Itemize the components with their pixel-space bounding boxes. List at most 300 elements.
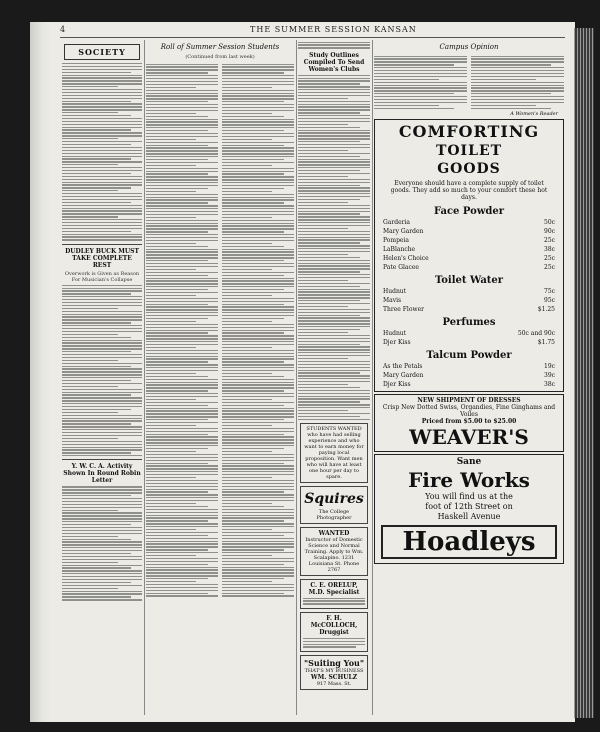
text-line <box>62 377 142 378</box>
text-line <box>298 346 370 347</box>
text-line <box>62 366 131 367</box>
text-line <box>62 406 142 407</box>
text-line <box>62 322 131 323</box>
text-line <box>62 213 142 214</box>
text-line <box>222 520 284 521</box>
text-line <box>298 277 370 278</box>
text-line <box>298 138 370 139</box>
text-line <box>298 153 370 154</box>
text-line <box>146 477 196 478</box>
text-line <box>146 298 218 299</box>
text-line <box>146 465 218 466</box>
text-line <box>62 89 142 90</box>
text-line <box>222 179 294 180</box>
text-line <box>146 448 208 449</box>
text-line <box>374 93 454 94</box>
text-line <box>222 593 284 594</box>
text-line <box>222 413 294 414</box>
text-line <box>298 95 370 96</box>
text-line <box>222 217 272 218</box>
text-line <box>62 150 142 151</box>
text-line <box>298 367 370 368</box>
text-line <box>471 76 564 77</box>
text-line <box>146 549 208 550</box>
text-line <box>222 72 284 73</box>
text-line <box>222 373 272 374</box>
text-line <box>62 184 142 185</box>
text-line <box>222 162 294 163</box>
text-line <box>471 70 564 71</box>
text-line <box>471 58 564 59</box>
text-line <box>62 72 131 73</box>
text-line <box>298 124 348 125</box>
text-line <box>146 555 196 556</box>
product-name: As the Petals <box>383 362 423 370</box>
text-line <box>62 187 131 188</box>
text-line <box>471 102 564 103</box>
text-line <box>298 254 348 255</box>
text-line <box>62 216 118 217</box>
text-line <box>146 436 218 437</box>
text-line <box>146 503 196 504</box>
text-line <box>146 173 208 174</box>
fireworks-title: Fire Works <box>408 467 530 492</box>
text-line <box>222 292 294 293</box>
text-line <box>62 570 142 571</box>
text-line <box>298 173 370 174</box>
text-line <box>146 569 218 570</box>
text-line <box>146 280 218 281</box>
text-line <box>62 533 142 534</box>
text-line <box>62 504 142 505</box>
text-line <box>146 176 218 177</box>
text-line <box>146 543 218 544</box>
price-row <box>377 380 561 389</box>
text-line <box>62 161 142 162</box>
text-line <box>146 309 218 310</box>
text-line <box>62 354 142 355</box>
talcum-list <box>377 362 561 389</box>
text-line <box>298 341 370 342</box>
roll-list-left <box>146 62 218 598</box>
text-line <box>62 325 142 326</box>
text-line <box>62 521 142 522</box>
text-line <box>146 370 218 371</box>
text-line <box>222 127 294 128</box>
text-line <box>222 543 294 544</box>
text-line <box>62 415 142 416</box>
text-line <box>146 263 218 264</box>
text-line <box>222 555 272 556</box>
text-line <box>298 185 360 186</box>
text-line <box>62 132 142 133</box>
text-line <box>62 193 142 194</box>
text-line <box>298 257 360 258</box>
text-line <box>222 107 294 108</box>
text-line <box>62 340 142 341</box>
text-line <box>222 266 294 267</box>
sane-label: Sane <box>456 456 482 467</box>
text-line <box>146 260 208 261</box>
text-line <box>298 335 370 336</box>
text-line <box>222 156 294 157</box>
text-line <box>222 581 272 582</box>
text-line <box>222 384 294 385</box>
text-line <box>222 275 284 276</box>
hoadleys-logo: Hoadleys <box>381 525 557 559</box>
text-line <box>222 370 294 371</box>
text-line <box>303 638 365 639</box>
text-line <box>146 529 196 530</box>
text-line <box>62 77 142 78</box>
text-line <box>62 219 142 220</box>
text-line <box>298 150 348 151</box>
text-line <box>146 344 218 345</box>
roll-continued-text <box>298 42 370 49</box>
text-line <box>374 87 467 88</box>
text-line <box>471 85 564 86</box>
text-line <box>62 153 142 154</box>
text-line <box>62 103 142 104</box>
text-line <box>146 584 218 585</box>
text-line <box>146 341 218 342</box>
text-line <box>222 191 272 192</box>
text-line <box>146 463 208 464</box>
text-line <box>62 360 118 361</box>
price-row <box>377 362 561 371</box>
text-line <box>62 363 142 364</box>
text-line <box>222 225 294 226</box>
text-line <box>374 67 467 68</box>
goods-title: GOODS <box>437 160 501 177</box>
text-line <box>146 506 208 507</box>
text-line <box>298 338 370 339</box>
text-line <box>222 168 294 169</box>
text-line <box>298 121 370 122</box>
text-line <box>222 474 294 475</box>
opinion-text-right <box>471 54 564 111</box>
text-line <box>222 434 284 435</box>
text-line <box>222 199 294 200</box>
dresses-heading: NEW SHIPMENT OF DRESSES <box>417 396 521 404</box>
text-line <box>222 309 294 310</box>
text-line <box>374 76 467 77</box>
text-line <box>298 300 360 301</box>
text-line <box>222 98 294 99</box>
toilet-goods-ad <box>374 119 564 392</box>
text-line <box>146 515 218 516</box>
text-line <box>62 418 142 419</box>
text-line <box>222 341 294 342</box>
text-line <box>62 234 142 235</box>
text-line <box>222 272 294 273</box>
text-line <box>146 246 208 247</box>
text-line <box>298 219 370 220</box>
product-price: 25c <box>544 263 555 271</box>
text-line <box>146 142 218 143</box>
text-line <box>146 251 218 252</box>
roll-lists <box>146 62 294 598</box>
text-line <box>146 541 218 542</box>
text-line <box>298 112 360 113</box>
text-line <box>222 410 294 411</box>
text-line <box>62 179 142 180</box>
text-line <box>222 246 284 247</box>
text-line <box>298 283 370 284</box>
text-line <box>146 231 208 232</box>
text-line <box>222 124 294 125</box>
text-line <box>222 564 284 565</box>
text-line <box>222 431 294 432</box>
text-line <box>146 390 208 391</box>
text-line <box>146 127 218 128</box>
text-line <box>222 344 294 345</box>
students-wanted-ad <box>300 423 368 483</box>
text-line <box>298 161 370 162</box>
text-line <box>471 64 551 65</box>
text-line <box>222 463 284 464</box>
text-line <box>298 378 370 379</box>
text-line <box>62 205 142 206</box>
text-line <box>146 523 218 524</box>
text-line <box>146 217 196 218</box>
text-line <box>222 257 294 258</box>
text-line <box>222 220 294 221</box>
text-line <box>146 402 218 403</box>
text-line <box>146 422 218 423</box>
text-line <box>303 644 365 645</box>
text-line <box>222 101 284 102</box>
text-line <box>62 147 142 148</box>
text-line <box>62 109 142 110</box>
dudley-buck-headline: DUDLEY BUCK MUST TAKE COMPLETE REST <box>65 247 139 269</box>
text-line <box>62 127 142 128</box>
text-line <box>222 306 294 307</box>
text-line <box>146 292 218 293</box>
text-line <box>62 389 142 390</box>
text-line <box>146 225 218 226</box>
text-line <box>222 295 272 296</box>
face-powder-list <box>377 218 561 272</box>
text-line <box>222 335 294 336</box>
text-line <box>374 90 467 91</box>
text-line <box>298 199 360 200</box>
text-line <box>62 426 142 427</box>
text-line <box>62 498 142 499</box>
product-price: 95c <box>544 296 555 304</box>
text-line <box>298 216 370 217</box>
text-line <box>146 145 208 146</box>
text-line <box>146 171 218 172</box>
text-line <box>62 392 142 393</box>
text-line <box>298 176 348 177</box>
text-line <box>222 572 294 573</box>
text-line <box>222 95 294 96</box>
text-line <box>222 69 294 70</box>
product-price: 90c <box>544 227 555 235</box>
text-line <box>62 394 131 395</box>
text-line <box>146 72 208 73</box>
text-line <box>222 194 294 195</box>
society-text <box>62 63 142 241</box>
text-line <box>298 407 370 408</box>
text-line <box>298 80 370 81</box>
text-line <box>62 302 142 303</box>
text-line <box>146 474 218 475</box>
text-line <box>298 317 370 318</box>
text-line <box>222 422 294 423</box>
text-line <box>222 318 284 319</box>
text-line <box>146 87 196 88</box>
text-line <box>298 263 370 264</box>
text-line <box>298 352 370 353</box>
text-line <box>62 101 131 102</box>
text-line <box>62 331 142 332</box>
product-price: $1.25 <box>537 305 555 313</box>
text-line <box>62 593 142 594</box>
text-line <box>222 483 294 484</box>
text-line <box>62 348 142 349</box>
product-name: Helen's Choice <box>383 254 429 262</box>
toilet-water-list <box>377 287 561 314</box>
text-line <box>146 358 218 359</box>
text-line <box>222 515 294 516</box>
text-line <box>146 454 218 455</box>
text-line <box>222 512 294 513</box>
text-line <box>146 361 208 362</box>
text-line <box>222 356 294 357</box>
text-line <box>146 376 208 377</box>
students-wanted-text: STUDENTS WANTED who have had selling experience and who want to earn money for paying local proposition. Want men who will have at least one hour per day to spare. <box>304 425 364 480</box>
text-line <box>222 121 294 122</box>
text-line <box>222 147 294 148</box>
text-line <box>62 228 142 229</box>
text-line <box>298 404 370 405</box>
text-line <box>222 321 272 322</box>
mcculloch-text <box>303 638 365 648</box>
text-line <box>146 367 218 368</box>
text-line <box>62 311 142 312</box>
text-line <box>222 304 284 305</box>
text-line <box>222 595 294 596</box>
text-line <box>62 319 142 320</box>
text-line <box>62 115 131 116</box>
text-line <box>222 208 294 209</box>
text-line <box>62 420 142 421</box>
text-line <box>62 121 142 122</box>
product-name: Garderia <box>383 218 410 226</box>
column-rule <box>296 40 297 715</box>
text-line <box>146 471 218 472</box>
text-line <box>298 144 370 145</box>
suiting-you-sub: THAT'S MY BUSINESS <box>304 668 364 675</box>
text-line <box>146 116 208 117</box>
text-line <box>62 567 131 568</box>
text-line <box>374 56 467 57</box>
page-number: 4 <box>60 25 66 34</box>
text-line <box>298 182 370 183</box>
text-line <box>222 379 294 380</box>
text-line <box>146 335 218 336</box>
text-line <box>222 442 294 443</box>
text-line <box>146 220 218 221</box>
text-line <box>146 567 218 568</box>
text-line <box>222 283 294 284</box>
column-roll <box>146 40 294 715</box>
text-line <box>374 58 467 59</box>
text-line <box>222 584 294 585</box>
text-line <box>146 133 218 134</box>
text-line <box>146 572 218 573</box>
text-line <box>222 324 294 325</box>
text-line <box>298 329 360 330</box>
dresses-text: Crisp New Dotted Swiss, Organdies, Fine Ginghams and Voiles <box>382 403 556 418</box>
text-line <box>222 549 284 550</box>
text-line <box>222 93 294 94</box>
text-line <box>62 449 142 450</box>
product-name: Mary Garden <box>383 371 424 379</box>
text-line <box>146 489 218 490</box>
text-line <box>146 373 196 374</box>
text-line <box>471 90 564 91</box>
text-line <box>146 237 218 238</box>
text-line <box>62 429 142 430</box>
text-line <box>298 164 370 165</box>
text-line <box>146 491 208 492</box>
text-line <box>222 552 294 553</box>
campus-opinion-text <box>374 54 564 111</box>
text-line <box>222 451 272 452</box>
column-society <box>62 40 142 715</box>
text-line <box>222 113 272 114</box>
text-line <box>222 188 284 189</box>
text-line <box>62 556 142 557</box>
text-line <box>146 382 218 383</box>
text-line <box>146 188 208 189</box>
text-line <box>146 228 218 229</box>
text-line <box>222 587 294 588</box>
text-line <box>62 156 142 157</box>
text-line <box>298 401 360 402</box>
text-line <box>62 285 142 286</box>
text-line <box>298 248 370 249</box>
text-line <box>298 106 370 107</box>
text-line <box>146 101 208 102</box>
text-line <box>62 173 131 174</box>
text-line <box>62 337 131 338</box>
text-line <box>222 75 294 76</box>
text-line <box>146 460 218 461</box>
text-line <box>222 289 284 290</box>
text-line <box>146 593 208 594</box>
text-line <box>146 587 218 588</box>
text-line <box>471 61 564 62</box>
text-line <box>222 480 294 481</box>
text-line <box>222 84 294 85</box>
text-line <box>146 500 218 501</box>
text-line <box>222 78 294 79</box>
text-line <box>374 61 467 62</box>
text-line <box>62 409 131 410</box>
text-line <box>298 332 348 333</box>
text-line <box>62 296 142 297</box>
toilet-water-heading: Toilet Water <box>434 274 504 286</box>
ywca-headline: Y. W. C. A. Activity Shown In Round Robin Letter <box>63 463 141 485</box>
roll-list-right <box>222 62 294 598</box>
text-line <box>146 399 196 400</box>
fireworks-line-1: You will find us at the <box>425 491 513 501</box>
text-line <box>222 445 294 446</box>
